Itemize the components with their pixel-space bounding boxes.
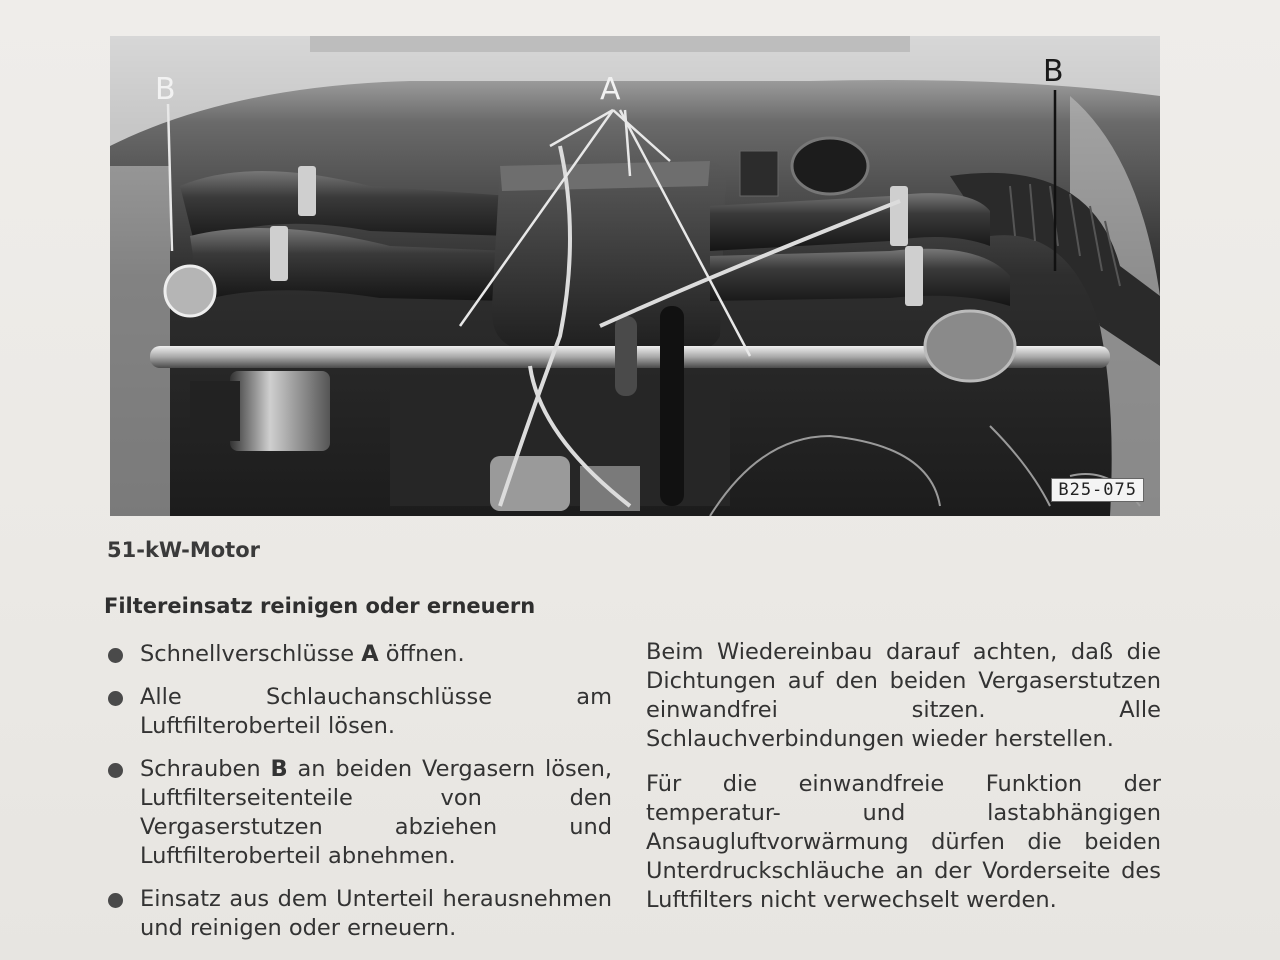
label-b-right: B xyxy=(1043,54,1064,89)
bullet-icon xyxy=(108,648,123,663)
steps-list xyxy=(104,640,612,957)
engine-photo-illustration xyxy=(110,36,1160,516)
step-item: Schnellverschlüsse A öffnen. xyxy=(104,640,612,669)
figure-caption: 51-kW-Motor xyxy=(107,538,260,562)
figure-reference-code: B25-075 xyxy=(1051,478,1144,502)
bullet-icon xyxy=(108,893,123,908)
note-paragraph: Für die einwandfreie Funktion der temperatur- und lastabhängigen Ansaugluftvorwärmung dürfen die beiden Unterdruckschläuche an der Vorderseite des Luftfilters nicht verwechselt werden. xyxy=(646,771,1161,913)
bullet-icon xyxy=(108,763,123,778)
label-b-left: B xyxy=(155,72,176,107)
bullet-icon xyxy=(108,691,123,706)
step-item: Schrauben B an beiden Vergasern lösen, Luftfilterseitenteile von den Vergaserstutzen abziehen und Luftfilteroberteil abnehmen. xyxy=(104,755,612,871)
label-a: A xyxy=(600,72,621,107)
step-item: Einsatz aus dem Unterteil herausnehmen und reinigen oder erneuern. xyxy=(104,885,612,943)
notes-column xyxy=(646,638,1161,931)
engine-photo xyxy=(110,36,1160,516)
section-heading: Filtereinsatz reinigen oder erneuern xyxy=(104,594,536,618)
step-item: Alle Schlauchanschlüsse am Luftfilteroberteil lösen. xyxy=(104,683,612,741)
note-paragraph: Beim Wiedereinbau darauf achten, daß die Dichtungen auf den beiden Vergaserstutzen einwandfrei sitzen. Alle Schlauchverbindungen wieder herstellen. xyxy=(646,639,1161,752)
